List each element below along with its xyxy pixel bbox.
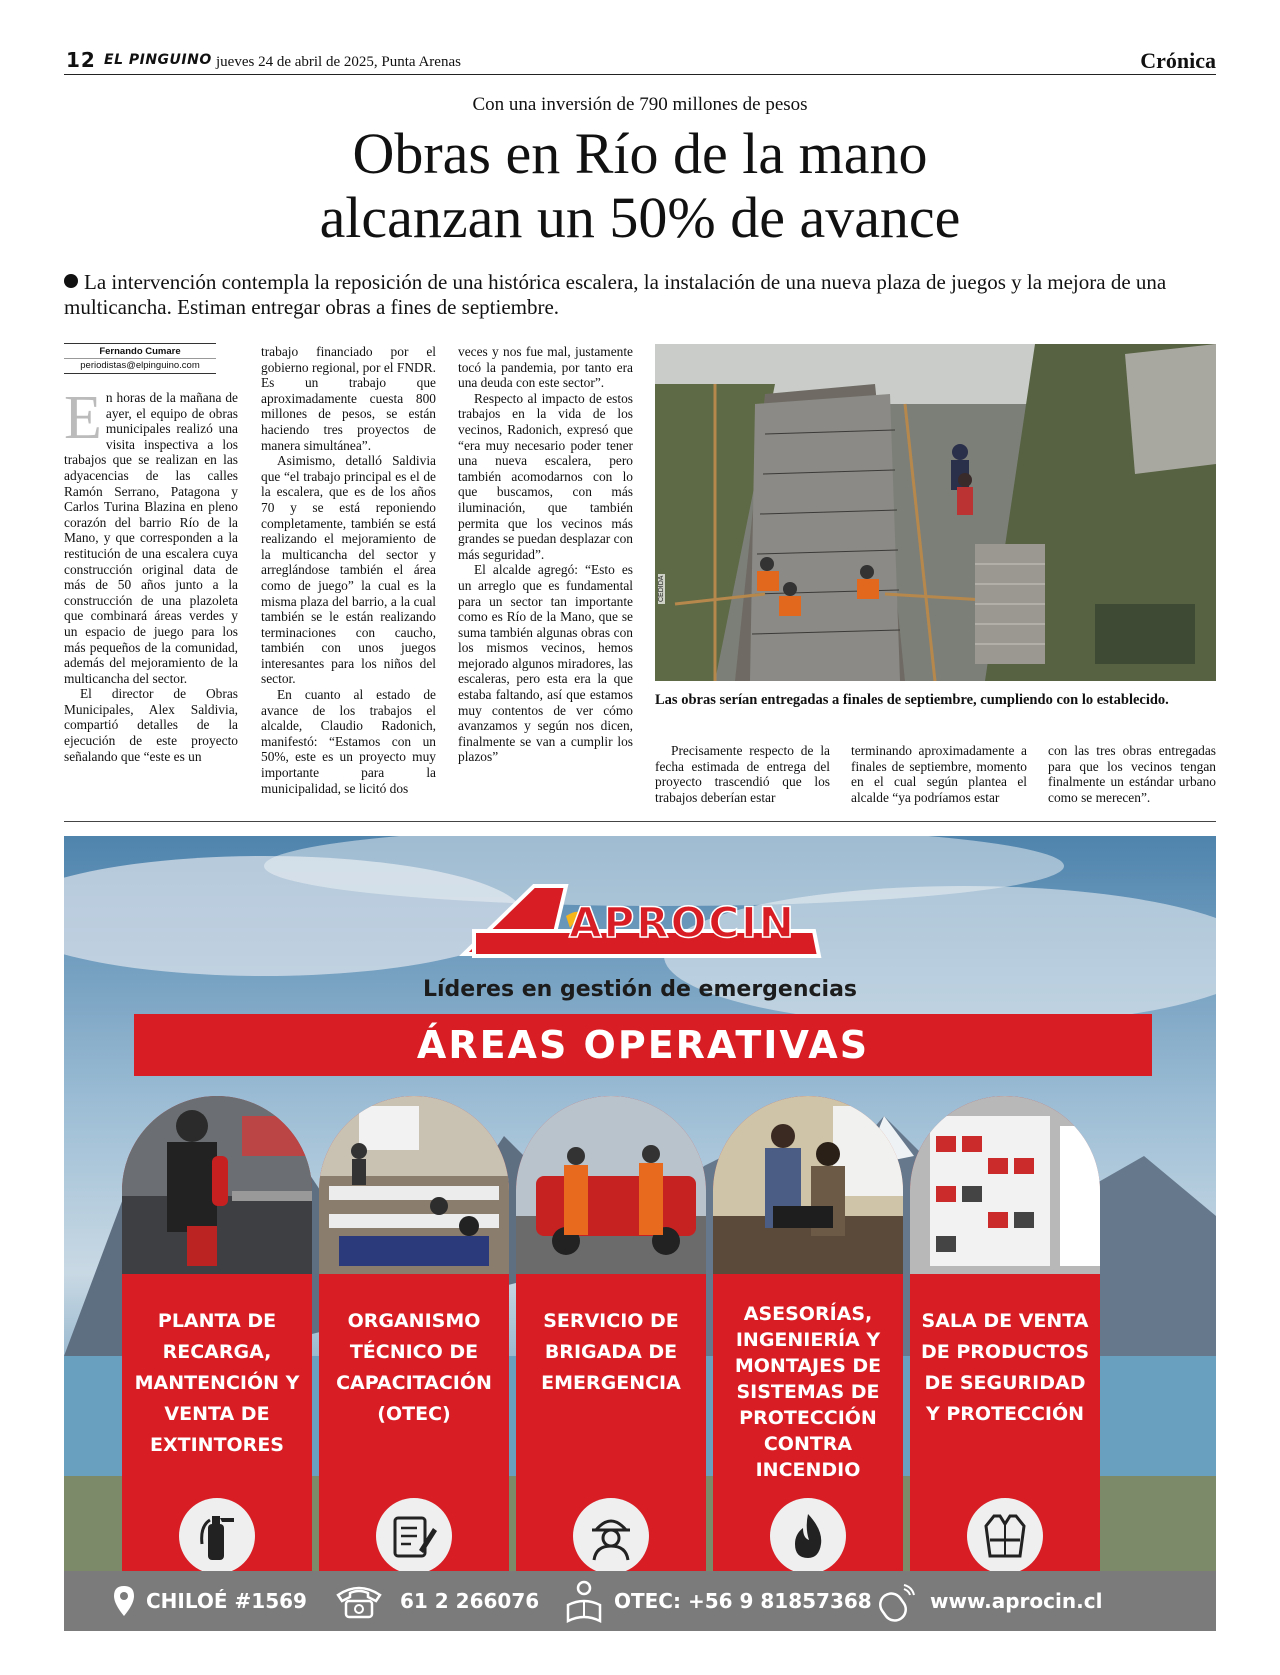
newspaper-brand: EL PINGUINO bbox=[104, 52, 212, 68]
card-label: ASESORÍAS, INGENIERÍA Y MONTAJES DE SISTEMAS DE PROTECCIÓN CONTRA INCENDIO bbox=[734, 1303, 882, 1481]
card-photo bbox=[319, 1096, 509, 1274]
article-column-2 bbox=[261, 344, 436, 796]
lead-text: La intervención contempla la reposición de una histórica escalera, la instalación de una nueva plaza de juegos y la mejora de una multicancha. Estiman entregar obras a fines de septiembre. bbox=[64, 270, 1167, 319]
paragraph: El alcalde agregó: “Esto es un arreglo que es fundamental para un sector tan importante como es Río de la Mano, que se suma también algunas obras con los mismos vecinos, hemos mejorado algunos miradores, las escaleras, pero esta era la que estaba faltando, así que estamos muy contentos de ver cómo avanzamos y según nos dicen, finalmente se van a cumplir los plazos” bbox=[458, 562, 633, 765]
aprocin-advertisement bbox=[64, 836, 1216, 1631]
workshop-image bbox=[122, 1096, 312, 1274]
document-pen-icon bbox=[389, 1510, 439, 1562]
card-icon-badge bbox=[967, 1498, 1043, 1574]
paragraph-text: n horas de la mañana de ayer, el equipo de obras municipales realizó una visita inspectiva a los trabajos que se realizan en las adyacencias de las calles Ramón Serrano, Patagona y Carlos Turina Blazina en pleno corazón del barrio Río de la Mano, y que corresponden a la restitución de una escalera cuya construcción original data de más de 50 años junto a la construcción de una plazoleta que combinará áreas verdes y un espacio de juego para los más pequeños de la comunidad, además del mejoramiento de la multicancha del sector. bbox=[64, 390, 238, 686]
card-icon-badge bbox=[376, 1498, 452, 1574]
office-consulting-image bbox=[713, 1096, 903, 1274]
card-label: SERVICIO DE BRIGADA DE EMERGENCIA bbox=[541, 1310, 681, 1394]
student-book-icon bbox=[564, 1579, 604, 1623]
logo-text: APROCIN bbox=[569, 898, 796, 947]
website-link[interactable]: www.aprocin.cl bbox=[930, 1589, 1103, 1613]
paragraph: veces y nos fue mal, justamente tocó la pandemia, por tanto era una deuda con este sector”. bbox=[458, 344, 633, 391]
page-number: 12 bbox=[66, 48, 96, 72]
firefighter-icon bbox=[586, 1510, 636, 1562]
section-title: Crónica bbox=[1140, 48, 1216, 73]
service-card-asesorias bbox=[713, 1096, 903, 1582]
card-icon-badge bbox=[770, 1498, 846, 1574]
photo-caption: Las obras serían entregadas a finales de septiembre, cumpliendo con lo establecido. bbox=[655, 692, 1169, 708]
paragraph: Precisamente respecto de la fecha estimada de entrega del proyecto trascendió que los trabajos deberían estar bbox=[655, 743, 830, 805]
ad-tagline: Líderes en gestión de emergencias bbox=[422, 977, 858, 1002]
paragraph: Asimismo, detalló Saldivia que “el trabajo principal es el de la escalera, que es de los años 70 y se está reponiendo completamente, también se está realizando el mejoramiento de la multicancha del sector y arreglándose también el área como de juego” la cual es la misma plaza del barrio, a la cual también se le están realizando terminaciones con caucho, también con unos juegos interesantes para los niños del sector. bbox=[261, 453, 436, 687]
dropcap: E bbox=[64, 384, 102, 452]
article-column-4 bbox=[655, 743, 830, 805]
issue-date: jueves 24 de abril de 2025, Punta Arenas bbox=[216, 54, 461, 70]
section-divider bbox=[64, 821, 1216, 822]
card-photo bbox=[122, 1096, 312, 1274]
safety-vest-icon bbox=[980, 1510, 1030, 1562]
address-text: CHILOÉ #1569 bbox=[146, 1589, 307, 1613]
article-column-3 bbox=[458, 344, 633, 765]
service-card-extintores bbox=[122, 1096, 312, 1582]
byline-email[interactable]: periodistas@elpinguino.com bbox=[80, 360, 200, 371]
emergency-brigade-image bbox=[516, 1096, 706, 1274]
paragraph: El director de Obras Municipales, Alex Saldivia, compartió detalles de la ejecución de este proyecto señalando que “este es un bbox=[64, 686, 238, 764]
aprocin-logo bbox=[454, 876, 834, 976]
ad-contact-bar bbox=[64, 1571, 1216, 1631]
article-column-1 bbox=[64, 384, 238, 764]
photo-credit: CEDIDA bbox=[658, 575, 665, 602]
mouse-click-icon bbox=[874, 1579, 918, 1623]
service-card-otec bbox=[319, 1096, 509, 1582]
article-column-5 bbox=[851, 743, 1027, 805]
paragraph: Respecto al impacto de estos trabajos en la vida de los vecinos, Radonich, expresó que “era muy necesario poder tener una nueva escalera, pero también acomodarnos con lo que buscamos, con más iluminación, que también permita que los vecinos más grandes se puedan desplazar con más seguridad”. bbox=[458, 390, 633, 562]
flame-icon bbox=[783, 1510, 833, 1562]
ad-banner: ÁREAS OPERATIVAS bbox=[134, 1014, 1152, 1076]
headline-line-2: alcanzan un 50% de avance bbox=[319, 185, 961, 250]
page-header bbox=[64, 48, 1216, 75]
location-pin-icon bbox=[112, 1584, 136, 1618]
phone-text[interactable]: 61 2 266076 bbox=[400, 1589, 540, 1613]
article-kicker: Con una inversión de 790 millones de pesos bbox=[472, 94, 808, 115]
byline bbox=[64, 343, 216, 374]
paragraph: terminando aproximadamente a finales de septiembre, momento en el cual según plantea el alcalde “ya podríamos estar bbox=[851, 743, 1027, 805]
telephone-icon bbox=[334, 1581, 384, 1621]
bullet-icon bbox=[64, 274, 78, 288]
store-shelves-image bbox=[910, 1096, 1100, 1274]
service-card-sala-venta bbox=[910, 1096, 1100, 1582]
article-lead bbox=[64, 270, 1174, 320]
article-column-6 bbox=[1048, 743, 1216, 805]
paragraph: con las tres obras entregadas para que los vecinos tengan finalmente un estándar urbano como se merecen”. bbox=[1048, 743, 1216, 805]
paragraph: En cuanto al estado de avance de los trabajos el alcalde, Claudio Radonich, manifestó: “Estamos con un 50%, este es un proyecto muy importante para la municipalidad, se licitó dos bbox=[261, 687, 436, 796]
card-label: SALA DE VENTA DE PRODUCTOS DE SEGURIDAD Y PROTECCIÓN bbox=[920, 1310, 1089, 1425]
card-photo bbox=[713, 1096, 903, 1274]
paragraph bbox=[64, 384, 238, 686]
headline-line-1: Obras en Río de la mano bbox=[352, 121, 928, 186]
otec-phone-text[interactable]: OTEC: +56 9 81857368 bbox=[614, 1589, 872, 1613]
card-label: PLANTA DE RECARGA, MANTENCIÓN Y VENTA DE EXTINTORES bbox=[134, 1310, 300, 1456]
card-photo bbox=[516, 1096, 706, 1274]
extinguisher-icon bbox=[192, 1510, 242, 1562]
classroom-image bbox=[319, 1096, 509, 1274]
paragraph: trabajo financiado por el gobierno regional, por el FNDR. Es un trabajo que aproximadamente cuesta 800 millones de pesos, se están haciendo tres proyectos de manera simultánea”. bbox=[261, 344, 436, 453]
card-photo bbox=[910, 1096, 1100, 1274]
service-card-brigada bbox=[516, 1096, 706, 1582]
card-label: ORGANISMO TÉCNICO DE CAPACITACIÓN (OTEC) bbox=[336, 1310, 492, 1425]
byline-author: Fernando Cumare bbox=[64, 345, 216, 359]
article-photo bbox=[655, 344, 1216, 681]
card-icon-badge bbox=[179, 1498, 255, 1574]
staircase-construction-image bbox=[655, 344, 1216, 681]
article-headline bbox=[0, 122, 1280, 250]
card-icon-badge bbox=[573, 1498, 649, 1574]
